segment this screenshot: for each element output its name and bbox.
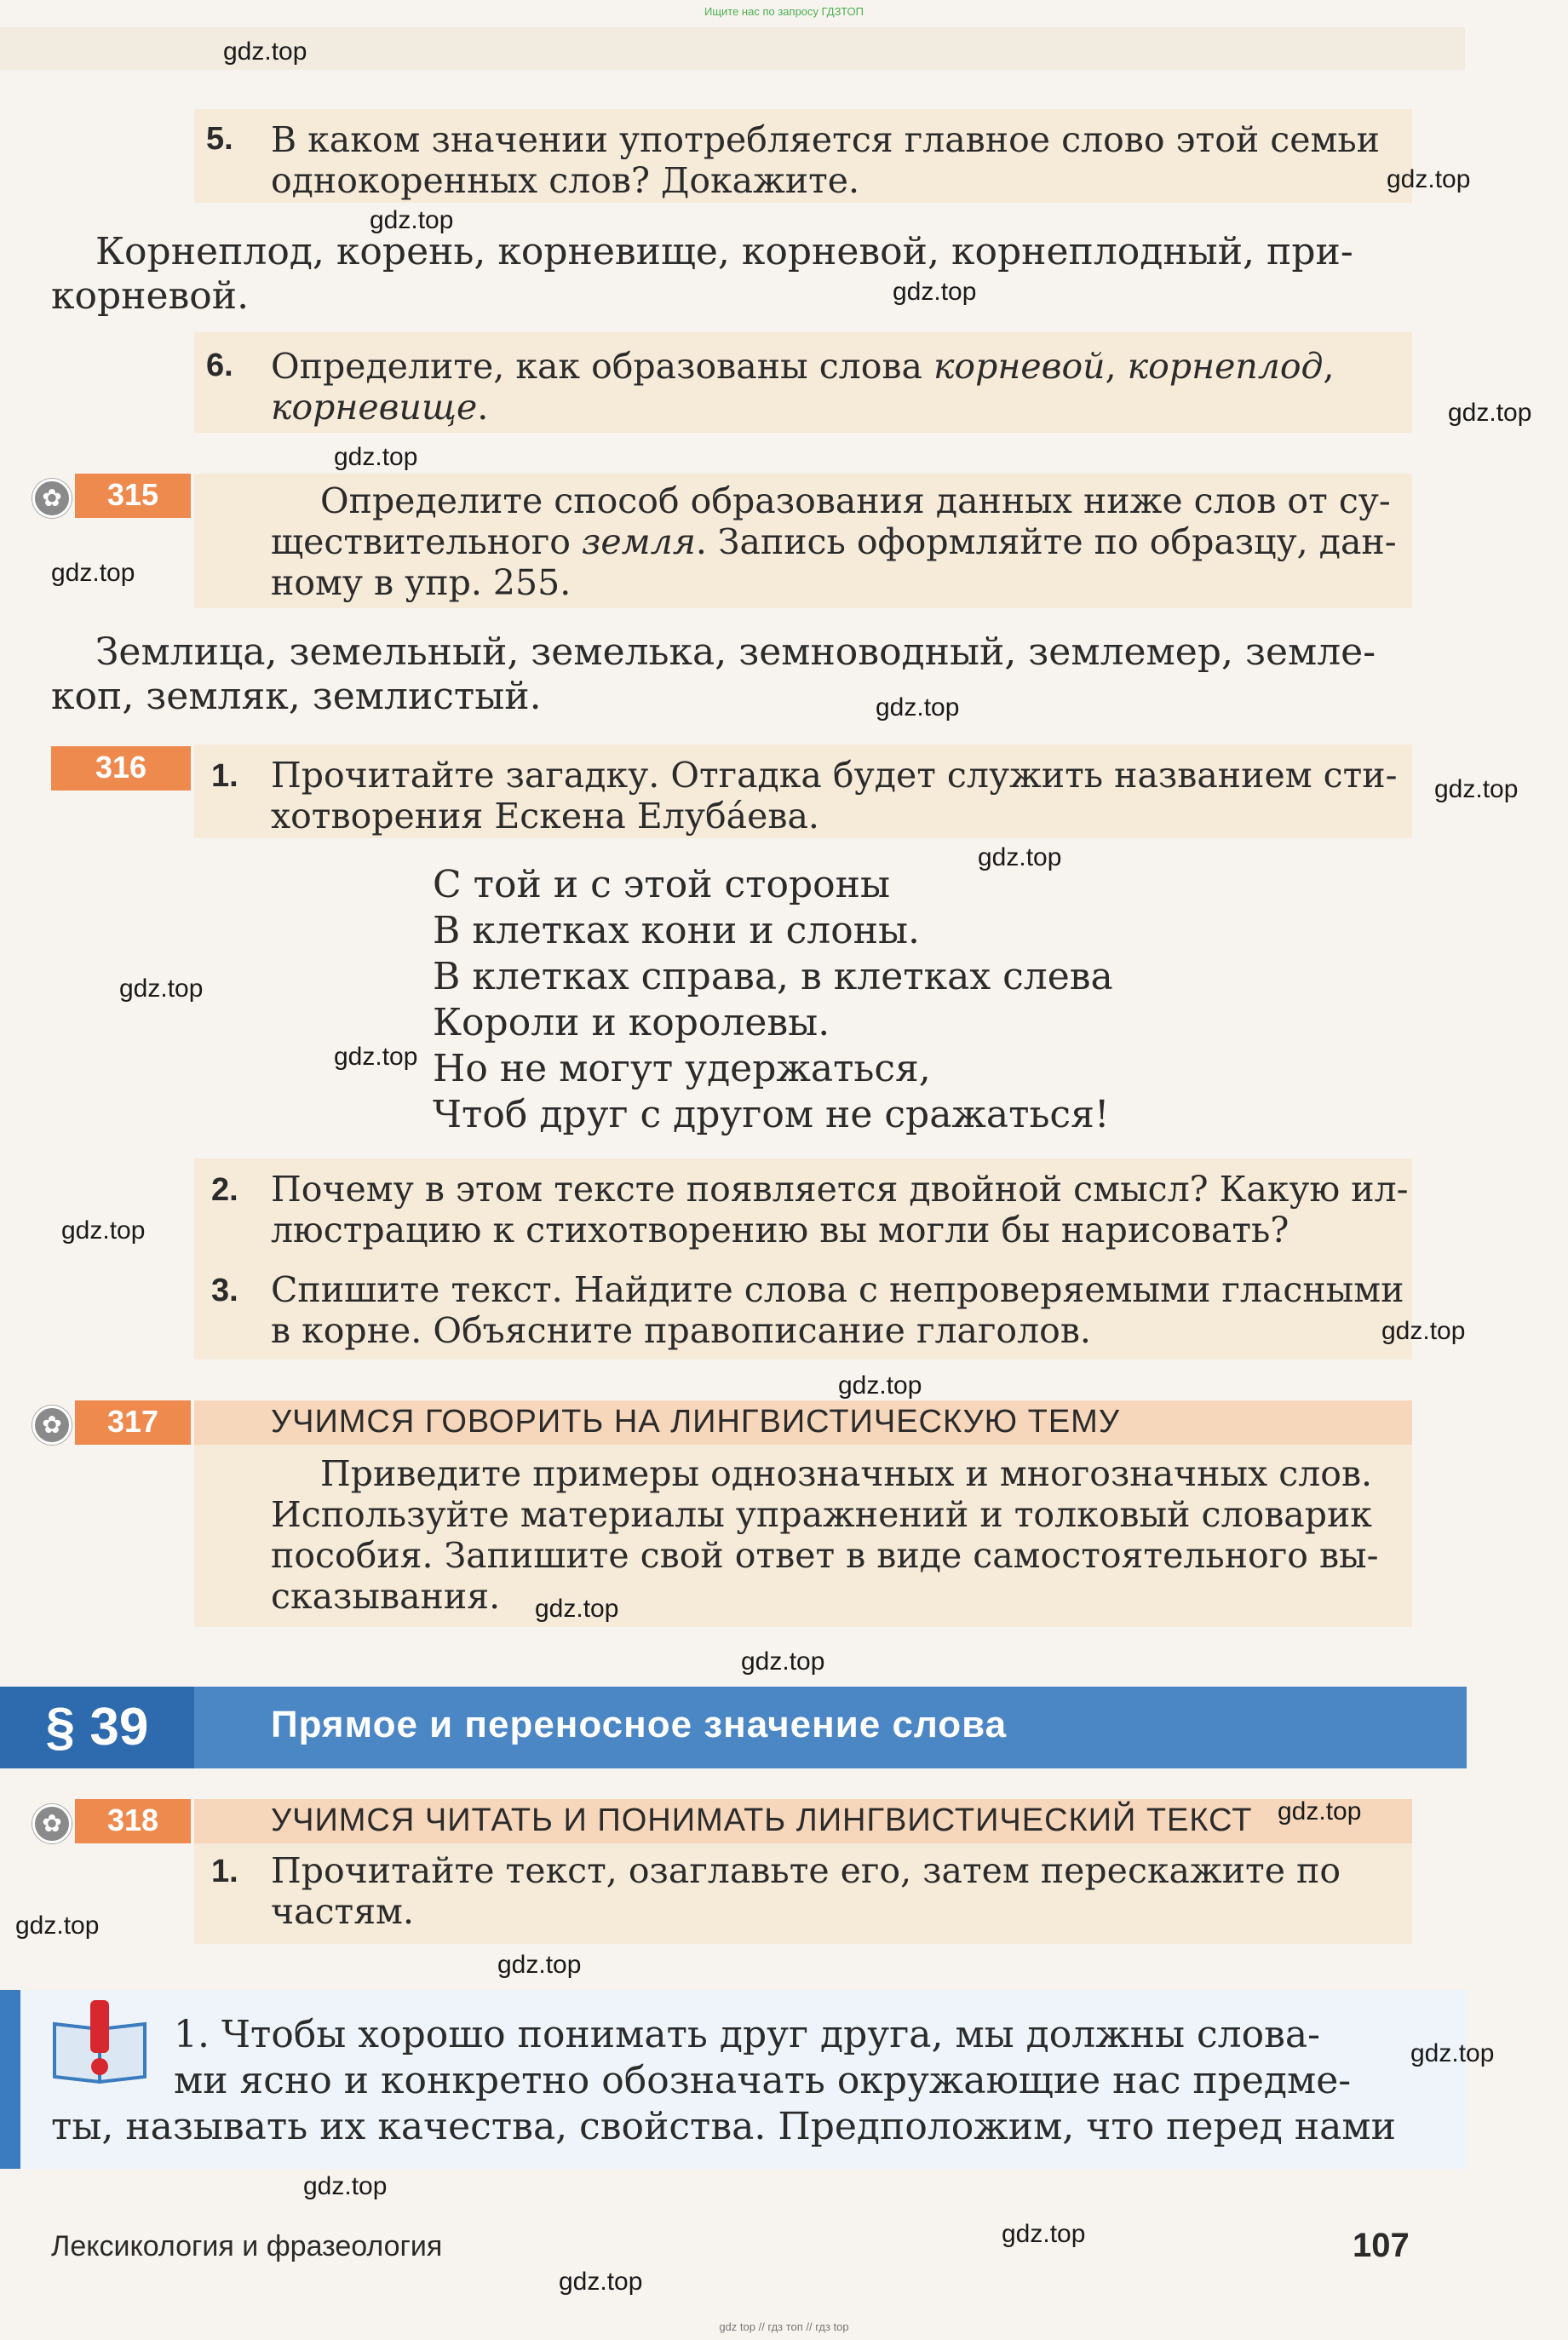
ex316-q2-line2: люстрацию к стихотворению вы могли бы нарисовать? (271, 1210, 1289, 1250)
q5-number: 5. (206, 121, 233, 157)
q6-word-korneplod: корнеплод (1127, 346, 1324, 387)
ex315-number: 315 (75, 474, 191, 518)
poem-line: Но не могут удержаться, (433, 1047, 931, 1090)
section-title: Прямое и переносное значение слова (271, 1704, 1008, 1745)
section-number: § 39 (0, 1687, 194, 1768)
watermark: gdz.top (893, 278, 977, 306)
watermark: gdz.top (535, 1595, 619, 1623)
ex316-q2-line1: Почему в этом тексте появляется двойной смысл? Какую ил- (271, 1169, 1409, 1210)
q5-line1: В каком значении употребляется главное слово этой семьи (271, 119, 1381, 160)
ex318-q1-number: 1. (211, 1854, 238, 1889)
ex317-number: 317 (75, 1400, 191, 1445)
ex316-q1-line1: Прочитайте загадку. Отгадка будет служить названием сти- (271, 755, 1398, 796)
q6-line2 (271, 387, 488, 428)
q6-dot: . (477, 387, 489, 428)
rule-left-bar (0, 1990, 20, 2169)
watermark: gdz.top (334, 1043, 418, 1071)
ex316-q2-number: 2. (211, 1172, 238, 1208)
q6-line1 (271, 346, 1335, 387)
book-exclamation-icon (49, 1998, 150, 2084)
ex316-q3-line1: Спишите текст. Найдите слова с непроверяемыми гласными (271, 1269, 1404, 1310)
poem-line: Чтоб друг с другом не сражаться! (433, 1093, 1110, 1136)
q6-sep: , (1105, 346, 1128, 387)
words1-line2: корневой. (51, 274, 250, 318)
ex317-line4: сказывания. (271, 1576, 501, 1617)
watermark: gdz.top (223, 37, 307, 66)
ex316-q3-line2: в корне. Объясните правописание глаголов. (271, 1310, 1091, 1351)
poem-line: С той и с этой стороны (433, 863, 891, 906)
ex315-flower-icon: ✿ (32, 479, 72, 518)
watermark: gdz.top (559, 2268, 643, 2296)
rule-line2: ми ясно и конкретно обозначать окружающие нас предме- (174, 2059, 1352, 2102)
watermark: gdz.top (1381, 1317, 1466, 1345)
ex315-text: ществительного (271, 521, 582, 562)
watermark: gdz.top (978, 843, 1062, 871)
top-band (0, 27, 1465, 70)
poem-line: Короли и королевы. (433, 1001, 830, 1044)
watermark: gdz.top (303, 2172, 388, 2200)
poem-line: В клетках кони и слоны. (433, 909, 921, 952)
ex316-q3-number: 3. (211, 1273, 238, 1308)
ex317-line1: Приведите примеры однозначных и многозначных слов. (320, 1453, 1373, 1494)
words1-line1: Корнеплод, корень, корневище, корневой, корнеплодный, при- (95, 230, 1353, 273)
watermark: gdz.top (1434, 775, 1519, 803)
ex318-q1-line1: Прочитайте текст, озаглавьте его, затем перескажите по (271, 1850, 1341, 1891)
footer-section: Лексикология и фразеология (51, 2230, 443, 2262)
ex316-q1-line2: хотворения Ескена Елубáева. (271, 796, 819, 837)
q6-word-kornevishche: корневище (271, 387, 478, 428)
page-number: 107 (1353, 2227, 1410, 2264)
rule-line1: 1. Чтобы хорошо понимать друг друга, мы должны слова- (174, 2013, 1320, 2056)
words2-line2: коп, земляк, землистый. (51, 675, 542, 718)
poem-line: В клетках справа, в клетках слева (433, 955, 1113, 998)
ex317-line3: пособия. Запишите свой ответ в виде самостоятельного вы- (271, 1535, 1379, 1576)
rule-line3: ты, называть их качества, свойства. Предположим, что перед нами (51, 2105, 1396, 2148)
watermark: gdz.top (1448, 399, 1532, 427)
watermark: gdz.top (15, 1912, 100, 1940)
q5-line2: однокоренных слов? Докажите. (271, 160, 860, 201)
watermark: gdz.top (61, 1216, 146, 1245)
ex315-text-rest: . Запись оформляйте по образцу, дан- (695, 521, 1397, 562)
watermark: gdz.top (876, 693, 960, 722)
ex316-q1-number: 1. (211, 758, 238, 794)
watermark: gdz.top (334, 443, 418, 471)
bottom-note: gdz top // гдз топ // гдз top (719, 2320, 849, 2333)
watermark: gdz.top (51, 559, 135, 587)
q6-comma: , (1323, 346, 1335, 387)
poem (433, 862, 1113, 1138)
watermark: gdz.top (838, 1371, 922, 1400)
ex318-number: 318 (75, 1799, 191, 1843)
q6-number: 6. (206, 348, 233, 383)
watermark: gdz.top (1278, 1797, 1362, 1825)
ex315-line2 (271, 521, 1397, 562)
watermark: gdz.top (1387, 165, 1471, 193)
watermark: gdz.top (497, 1951, 582, 1979)
watermark: gdz.top (370, 206, 454, 234)
ex317-flower-icon: ✿ (32, 1406, 72, 1445)
ex318-heading: УЧИМСЯ ЧИТАТЬ И ПОНИМАТЬ ЛИНГВИСТИЧЕСКИЙ ТЕКСТ (271, 1802, 1253, 1838)
ex317-line2: Используйте материалы упражнений и толковый словарик (271, 1494, 1372, 1535)
watermark: gdz.top (119, 975, 204, 1003)
ex315-word-zemlya: земля (581, 521, 696, 562)
ex318-q1-line2: частям. (271, 1891, 414, 1932)
watermark: gdz.top (1002, 2220, 1086, 2248)
q6-word-kornevoy: корневой (933, 346, 1106, 387)
q6-text: Определите, как образованы слова (271, 346, 933, 387)
words2-line1: Землица, земельный, земелька, земноводный, землемер, земле- (95, 630, 1376, 674)
watermark: gdz.top (1410, 2039, 1495, 2067)
ex318-flower-icon: ✿ (32, 1804, 72, 1843)
top-note: Ищите нас по запросу ГДЗТОП (704, 5, 864, 18)
ex315-line3: ному в упр. 255. (271, 562, 571, 603)
ex316-number: 316 (51, 746, 191, 791)
watermark: gdz.top (741, 1647, 825, 1676)
ex317-heading: УЧИМСЯ ГОВОРИТЬ НА ЛИНГВИСТИЧЕСКУЮ ТЕМУ (271, 1404, 1120, 1440)
ex315-line1: Определите способ образования данных ниже слов от су- (320, 480, 1391, 521)
